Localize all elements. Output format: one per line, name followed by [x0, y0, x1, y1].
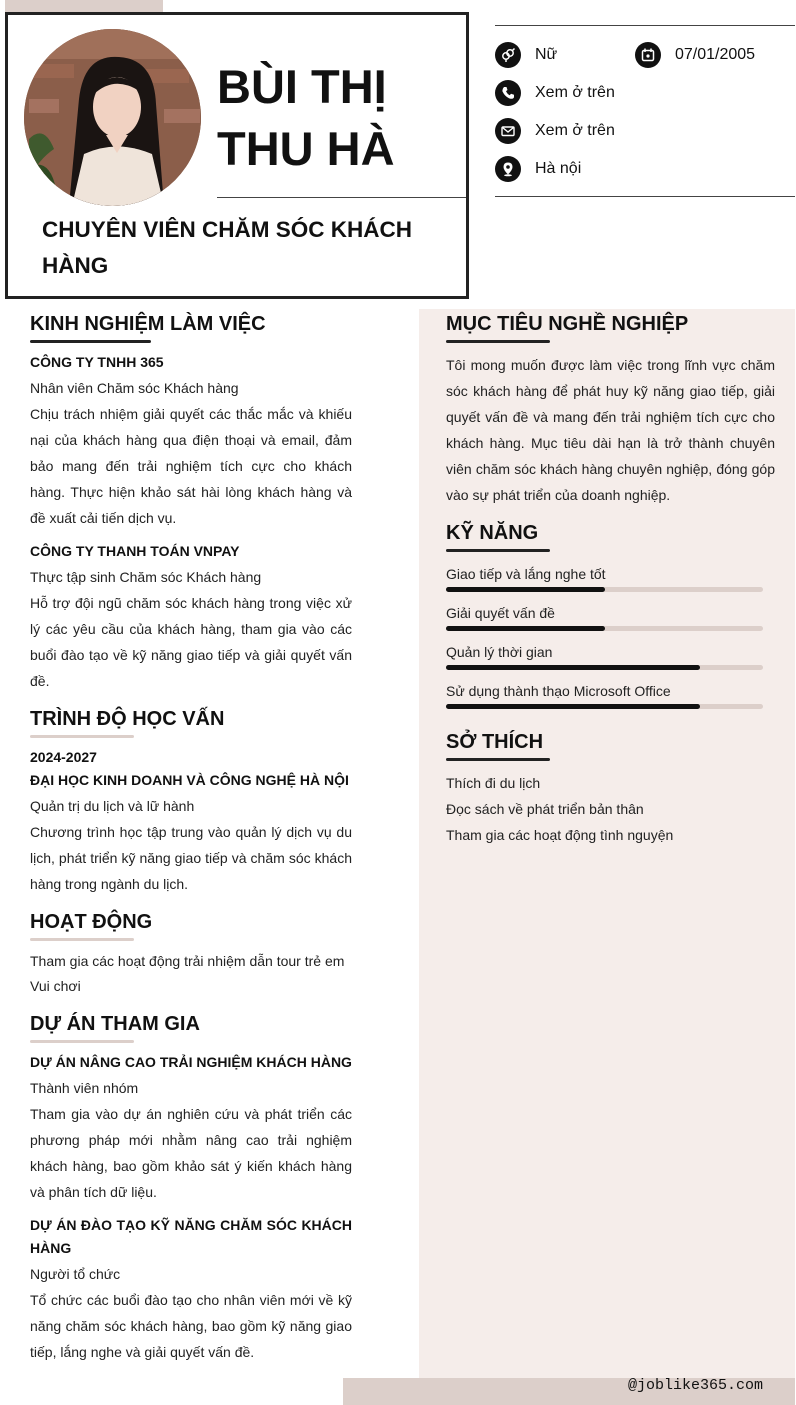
- education-major: Quản trị du lịch và lữ hành: [30, 798, 195, 814]
- skill-track: [446, 626, 763, 631]
- location-pin-icon: [495, 156, 521, 182]
- project-name-2: DỰ ÁN ĐÀO TẠO KỸ NĂNG CHĂM SÓC KHÁCH HÀNG: [30, 1217, 352, 1256]
- skills-underline: [446, 549, 550, 552]
- contact-gender: [495, 42, 557, 68]
- phone-value: Xem ở trên: [535, 84, 615, 101]
- avatar: [24, 29, 201, 206]
- contact-info: [495, 25, 795, 197]
- activities-underline: [30, 938, 134, 941]
- contact-address: [495, 156, 581, 182]
- hobby-item-2: Đọc sách về phát triển bản thân: [446, 801, 644, 817]
- experience-underline: [30, 340, 151, 343]
- education-title: TRÌNH ĐỘ HỌC VẤN: [30, 708, 225, 730]
- hobbies-underline: [446, 758, 550, 761]
- education-underline: [30, 735, 134, 738]
- skill-bar-fill: [446, 626, 605, 631]
- experience-description-2: Hỗ trợ đội ngũ chăm sóc khách hàng trong việc xử lý các yêu cầu của khách hàng, tham gia vào các buổi đào tạo về kỹ năng giao tiếp và giải quyết vấn đề.: [30, 595, 352, 689]
- education-school: ĐẠI HỌC KINH DOANH VÀ CÔNG NGHỆ HÀ NỘI: [30, 772, 349, 788]
- gender-value: Nữ: [535, 46, 558, 63]
- projects-title: DỰ ÁN THAM GIA: [30, 1013, 200, 1035]
- activity-item-2: Vui chơi: [30, 978, 81, 994]
- project-name-1: DỰ ÁN NÂNG CAO TRẢI NGHIỆM KHÁCH HÀNG: [30, 1054, 352, 1070]
- skill-label: Quản lý thời gian: [446, 644, 553, 660]
- skills-title: KỸ NĂNG: [446, 522, 539, 544]
- mail-icon: [495, 118, 521, 144]
- calendar-icon: [635, 42, 661, 68]
- skill-label: Giải quyết vấn đề: [446, 605, 555, 621]
- footer-watermark: @joblike365.com: [628, 1377, 764, 1394]
- project-description-1: Tham gia vào dự án nghiên cứu và phát triển các phương pháp mới nhằm nâng cao trải nghiệm khách hàng, bao gồm khảo sát ý kiến khách hàng và phân tích dữ liệu.: [30, 1106, 352, 1200]
- email-value: Xem ở trên: [535, 122, 615, 139]
- address-value: Hà nội: [535, 160, 582, 177]
- skill-label: Giao tiếp và lắng nghe tốt: [446, 566, 606, 582]
- job-title: CHUYÊN VIÊN CHĂM SÓC KHÁCH HÀNG: [42, 217, 413, 278]
- activities-title: HOẠT ĐỘNG: [30, 911, 153, 933]
- experience-position-2: Thực tập sinh Chăm sóc Khách hàng: [30, 569, 262, 585]
- contact-dob: [635, 42, 755, 68]
- experience-company-1: CÔNG TY TNHH 365: [30, 354, 164, 370]
- education-description: Chương trình học tập trung vào quản lý dịch vụ du lịch, phát triển kỹ năng giao tiếp và chăm sóc khách hàng trong ngành du lịch.: [30, 824, 352, 892]
- hobby-item-1: Thích đi du lịch: [446, 775, 541, 791]
- gender-icon: [495, 42, 521, 68]
- full-name: [217, 56, 462, 180]
- name-line-1: BÙI THỊ: [217, 60, 387, 113]
- skill-bar-fill: [446, 587, 605, 592]
- projects-underline: [30, 1040, 134, 1043]
- skill-track: [446, 665, 763, 670]
- name-line-2: THU HÀ: [217, 122, 395, 175]
- project-role-1: Thành viên nhóm: [30, 1080, 139, 1096]
- experience-position-1: Nhân viên Chăm sóc Khách hàng: [30, 380, 239, 396]
- objective-underline: [446, 340, 550, 343]
- skill-bar-fill: [446, 704, 700, 709]
- avatar-portrait: [24, 29, 201, 206]
- experience-title: KINH NGHIỆM LÀM VIỆC: [30, 313, 266, 335]
- experience-description-1: Chịu trách nhiệm giải quyết các thắc mắc và khiếu nại của khách hàng qua điện thoại và email, đảm bảo mang đến trải nghiệm tích cực cho khách hàng. Thực hiện khảo sát hài lòng khách hàng và đề xuất cải tiến dịch vụ.: [30, 406, 352, 526]
- skill-track: [446, 587, 763, 592]
- phone-icon: [495, 80, 521, 106]
- skill-label: Sử dụng thành thạo Microsoft Office: [446, 683, 671, 699]
- hobbies-title: SỞ THÍCH: [446, 731, 544, 753]
- hobby-item-3: Tham gia các hoạt động tình nguyện: [446, 827, 674, 843]
- skill-track: [446, 704, 763, 709]
- contact-email: [495, 118, 615, 144]
- dob-value: 07/01/2005: [675, 46, 756, 63]
- contact-phone: [495, 80, 615, 106]
- objective-title: MỤC TIÊU NGHỀ NGHIỆP: [446, 313, 689, 335]
- experience-company-2: CÔNG TY THANH TOÁN VNPAY: [30, 543, 240, 559]
- activity-item-1: Tham gia các hoạt động trải nhiệm dẫn tour trẻ em: [30, 953, 345, 969]
- education-period: 2024-2027: [30, 749, 97, 765]
- objective-text: Tôi mong muốn được làm việc trong lĩnh vực chăm sóc khách hàng để phát huy kỹ năng giao tiếp, giải quyết vấn đề và mang đến trải nghiệm tích cực cho khách hàng. Mục tiêu dài hạn là trở thành chuyên viên chăm sóc khách hàng chuyên nghiệp, đóng góp vào sự phát triển của doanh nghiệp.: [446, 357, 775, 503]
- name-divider: [217, 197, 466, 198]
- project-role-2: Người tổ chức: [30, 1266, 121, 1282]
- skill-bar-fill: [446, 665, 700, 670]
- project-description-2: Tổ chức các buổi đào tạo cho nhân viên mới về kỹ năng chăm sóc khách hàng, bao gồm kỹ năng giao tiếp, lắng nghe và giải quyết vấn đề.: [30, 1292, 352, 1360]
